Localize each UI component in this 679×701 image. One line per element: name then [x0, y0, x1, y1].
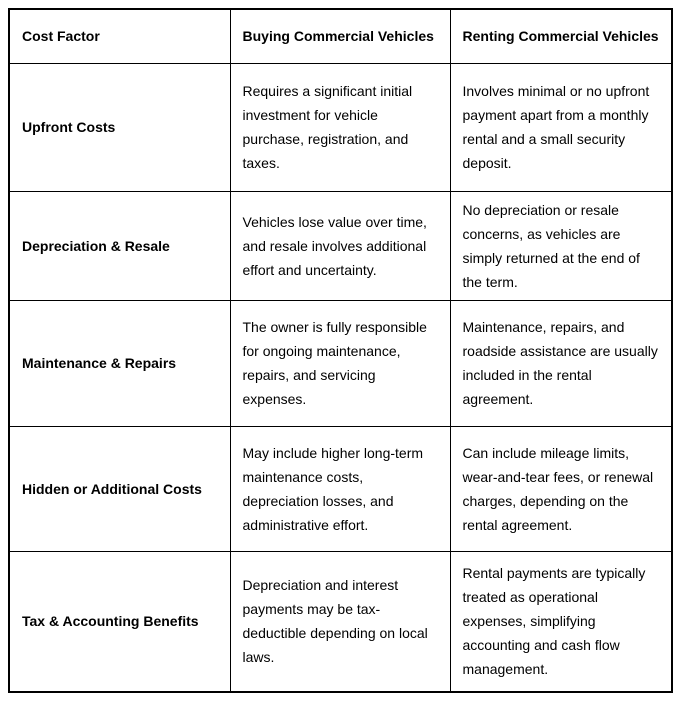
cell-renting: Can include mileage limits, wear-and-tear fees, or renewal charges, depending on the rental agreement.: [450, 426, 672, 551]
cell-renting: Rental payments are typically treated as operational expenses, simplifying accounting and cash flow management.: [450, 551, 672, 692]
comparison-table: [8, 8, 673, 693]
column-header-renting: Renting Commercial Vehicles: [450, 9, 672, 63]
cell-buying: The owner is fully responsible for ongoing maintenance, repairs, and servicing expenses.: [230, 300, 450, 426]
cell-renting: No depreciation or resale concerns, as vehicles are simply returned at the end of the term.: [450, 191, 672, 300]
cell-factor: Hidden or Additional Costs: [9, 426, 230, 551]
cell-buying: Requires a significant initial investment for vehicle purchase, registration, and taxes.: [230, 63, 450, 191]
table-row: [9, 551, 672, 692]
cell-buying: Depreciation and interest payments may be tax-deductible depending on local laws.: [230, 551, 450, 692]
cell-factor: Depreciation & Resale: [9, 191, 230, 300]
cell-buying: May include higher long-term maintenance costs, depreciation losses, and administrative effort.: [230, 426, 450, 551]
cell-buying: Vehicles lose value over time, and resale involves additional effort and uncertainty.: [230, 191, 450, 300]
table-row: [9, 191, 672, 300]
cell-factor: Upfront Costs: [9, 63, 230, 191]
table-row: [9, 63, 672, 191]
cell-factor: Maintenance & Repairs: [9, 300, 230, 426]
header-row: [9, 9, 672, 63]
cell-renting: Maintenance, repairs, and roadside assistance are usually included in the rental agreement.: [450, 300, 672, 426]
column-header-cost-factor: Cost Factor: [9, 9, 230, 63]
cell-factor: Tax & Accounting Benefits: [9, 551, 230, 692]
column-header-buying: Buying Commercial Vehicles: [230, 9, 450, 63]
table-row: [9, 426, 672, 551]
cell-renting: Involves minimal or no upfront payment apart from a monthly rental and a small security deposit.: [450, 63, 672, 191]
table-row: [9, 300, 672, 426]
